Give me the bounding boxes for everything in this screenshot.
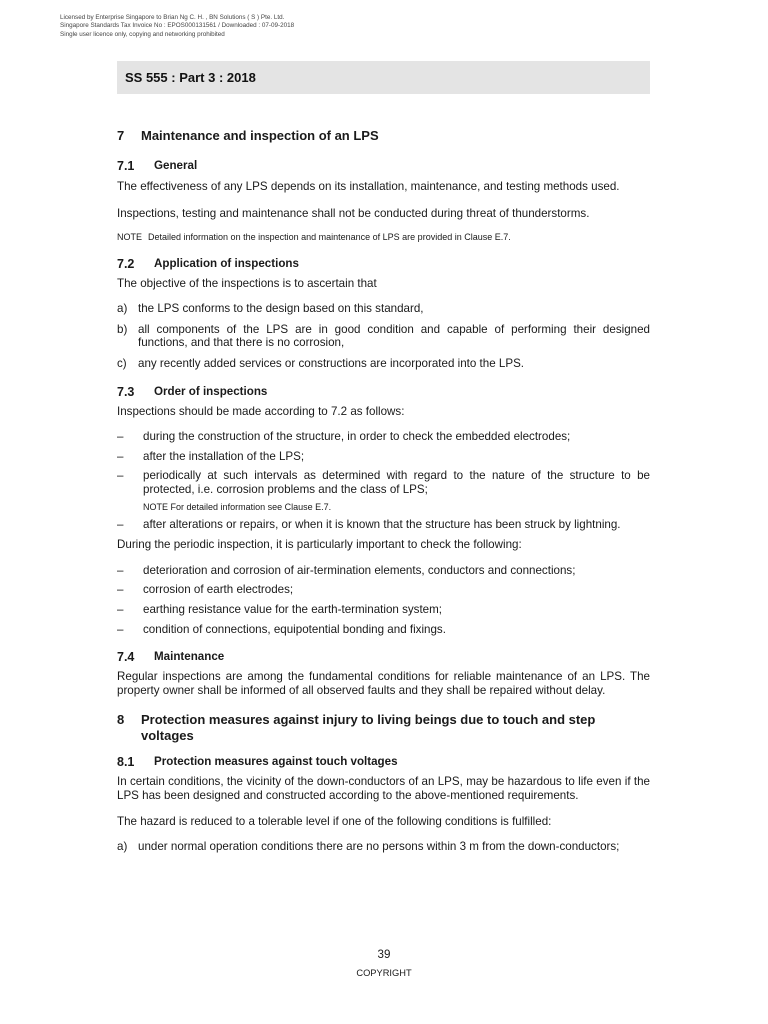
subsection-heading-7-3 bbox=[117, 385, 650, 399]
copyright-notice: COPYRIGHT bbox=[356, 968, 412, 978]
list-marker: a) bbox=[117, 840, 128, 854]
dash-marker: – bbox=[117, 449, 124, 463]
list-text: any recently added services or constructions are incorporated into the LPS. bbox=[138, 357, 525, 371]
section-title: Maintenance and inspection of an LPS bbox=[141, 128, 379, 143]
licence-notice bbox=[60, 14, 294, 39]
subsection-heading-8-1 bbox=[117, 755, 650, 769]
list-text: under normal operation conditions there are no persons within 3 m from the down-conductors; bbox=[138, 840, 620, 854]
list-text: after alterations or repairs, or when it is known that the structure has been struck by lightning. bbox=[143, 517, 621, 531]
list-text: all components of the LPS are in good condition and capable of performing their designed functions, and that there is no corrosion, bbox=[138, 322, 650, 350]
subsection-number: 7.4 bbox=[117, 650, 135, 665]
subsection-number: 7.2 bbox=[117, 256, 135, 271]
dash-marker: – bbox=[117, 517, 124, 531]
licence-line: Single user licence only, copying and networking prohibited bbox=[60, 30, 225, 38]
list-text: deterioration and corrosion of air-termination elements, conductors and connections; bbox=[143, 563, 576, 577]
section-number: 7 bbox=[117, 128, 125, 143]
note-label: NOTE bbox=[117, 231, 143, 242]
note bbox=[117, 232, 650, 243]
subsection-title: Maintenance bbox=[154, 650, 225, 664]
standard-header-band bbox=[117, 61, 650, 94]
dash-marker: – bbox=[117, 603, 124, 616]
list-marker: c) bbox=[117, 357, 127, 371]
list-item bbox=[117, 323, 650, 350]
subsection-title: General bbox=[154, 158, 198, 172]
standard-title: SS 555 : Part 3 : 2018 bbox=[125, 70, 256, 85]
section-number: 8 bbox=[117, 712, 125, 728]
list-text: during the construction of the structure, in order to check the embedded electrodes; bbox=[143, 430, 571, 444]
subsection-number: 7.1 bbox=[117, 158, 135, 173]
note-text: Detailed information on the inspection and maintenance of LPS are provided in Clause E.7. bbox=[148, 231, 511, 242]
list-item bbox=[117, 583, 650, 597]
dash-marker: – bbox=[117, 469, 124, 483]
subsection-number: 8.1 bbox=[117, 755, 135, 770]
list-item bbox=[117, 357, 650, 371]
subsection-heading-7-4 bbox=[117, 650, 650, 664]
dash-marker: – bbox=[117, 622, 124, 636]
dash-marker: – bbox=[117, 430, 124, 444]
subsection-title: Protection measures against touch voltages bbox=[154, 755, 398, 769]
page-number: 39 bbox=[377, 948, 391, 961]
paragraph: Inspections, testing and maintenance shall not be conducted during threat of thunderstorms. bbox=[117, 207, 590, 221]
list-item bbox=[117, 430, 650, 444]
list-text: condition of connections, equipotential bonding and fixings. bbox=[143, 622, 446, 636]
section-heading-7 bbox=[117, 128, 650, 144]
paragraph: Regular inspections are among the fundamental conditions for reliable maintenance of an LPS. The property owner shall be informed of all observed faults and they shall be repaired without delay. bbox=[117, 670, 650, 697]
note-text: For detailed information see Clause E.7. bbox=[170, 501, 332, 512]
list-text: after the installation of the LPS; bbox=[143, 449, 305, 463]
list-marker: a) bbox=[117, 302, 128, 316]
note-label: NOTE bbox=[143, 501, 169, 512]
list-item bbox=[117, 450, 650, 464]
page-content bbox=[117, 128, 650, 854]
paragraph: During the periodic inspection, it is particularly important to check the following: bbox=[117, 538, 522, 552]
list-marker: b) bbox=[117, 322, 128, 336]
paragraph: The objective of the inspections is to ascertain that bbox=[117, 276, 377, 290]
subsection-heading-7-2 bbox=[117, 257, 650, 271]
section-title: Protection measures against injury to living beings due to touch and step voltages bbox=[141, 712, 596, 743]
list-item bbox=[117, 469, 650, 496]
licence-line: Licensed by Enterprise Singapore to Brian Ng C. H. , BN Solutions ( S ) Pte. Ltd. bbox=[60, 14, 285, 21]
paragraph: In certain conditions, the vicinity of the down-conductors of an LPS, may be hazardous to life even if the LPS has been designed and constructed according to the above-mentioned requirements. bbox=[117, 775, 650, 802]
list-text: corrosion of earth electrodes; bbox=[143, 583, 294, 597]
subsection-heading-7-1 bbox=[117, 159, 650, 173]
paragraph: The effectiveness of any LPS depends on its installation, maintenance, and testing methods used. bbox=[117, 179, 620, 193]
list-text: earthing resistance value for the earth-termination system; bbox=[143, 603, 443, 616]
list-item bbox=[117, 623, 650, 637]
subsection-title: Order of inspections bbox=[154, 384, 268, 398]
list-text: the LPS conforms to the design based on this standard, bbox=[138, 302, 424, 316]
paragraph: Inspections should be made according to 7.2 as follows: bbox=[117, 404, 405, 418]
list-text: periodically at such intervals as determined with regard to the nature of the structure to be protected, i.e. corrosion problems and the class of LPS; bbox=[143, 469, 650, 497]
subsection-number: 7.3 bbox=[117, 384, 135, 399]
subsection-title: Application of inspections bbox=[154, 256, 299, 270]
inline-note bbox=[143, 502, 650, 513]
licence-line: Singapore Standards Tax Invoice No : EPOS000131561 / Downloaded : 07-09-2018 bbox=[60, 22, 295, 30]
list-item bbox=[117, 840, 650, 854]
list-item bbox=[117, 564, 650, 578]
dash-marker: – bbox=[117, 583, 124, 597]
list-item bbox=[117, 302, 650, 316]
section-heading-8 bbox=[117, 712, 650, 743]
list-item bbox=[117, 603, 650, 617]
paragraph: The hazard is reduced to a tolerable level if one of the following conditions is fulfilled: bbox=[117, 814, 552, 828]
dash-marker: – bbox=[117, 563, 124, 577]
list-item bbox=[117, 518, 650, 532]
